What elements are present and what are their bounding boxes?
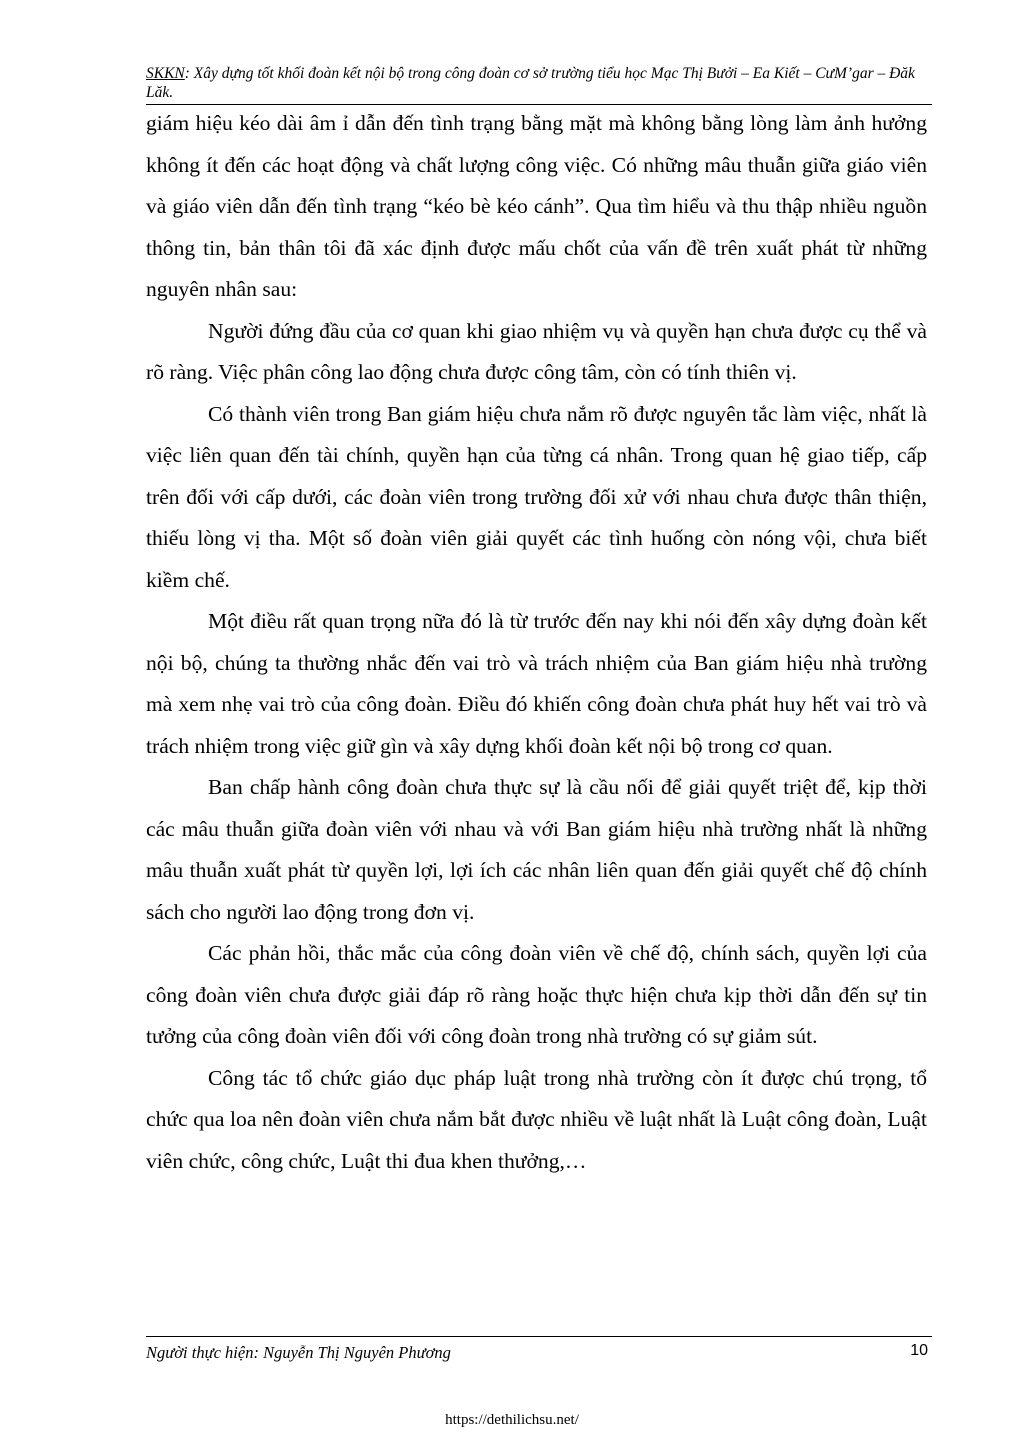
body-text	[146, 103, 927, 1182]
paragraph-7: Công tác tổ chức giáo dục pháp luật trong nhà trường còn ít được chú trọng, tổ chức qua loa nên đoàn viên chưa nắm bắt được nhiều về luật nhất là Luật công đoàn, Luật viên chức, công chức, Luật thi đua khen thưởng,…	[146, 1065, 927, 1173]
paragraph-4: Một điều rất quan trọng nữa đó là từ trước đến nay khi nói đến xây dựng đoàn kết nội bộ, chúng ta thường nhắc đến vai trò và trách nhiệm của Ban giám hiệu nhà trường mà xem nhẹ vai trò của công đoàn. Điều đó khiến công đoàn chưa phát huy hết vai trò và trách nhiệm trong việc giữ gìn và xây dựng khối đoàn kết nội bộ trong cơ quan.	[146, 609, 927, 758]
paragraph-3: Có thành viên trong Ban giám hiệu chưa nắm rõ được nguyên tắc làm việc, nhất là việc liên quan đến tài chính, quyền hạn của từng cá nhân. Trong quan hệ giao tiếp, cấp trên đối với cấp dưới, các đoàn viên trong trường đối xử với nhau chưa được thân thiện, thiếu lòng vị tha. Một số đoàn viên giải quyết các tình huống còn nóng vội, chưa biết kiềm chế.	[146, 401, 927, 592]
paragraph-2: Người đứng đầu của cơ quan khi giao nhiệm vụ và quyền hạn chưa được cụ thể và rõ ràng. Việc phân công lao động chưa được công tâm, còn có tính thiên vị.	[146, 318, 927, 384]
source-url[interactable]: https://dethilichsu.net/	[445, 1412, 579, 1428]
paragraph-1: giám hiệu kéo dài âm ỉ dẫn đến tình trạng bằng mặt mà không bằng lòng làm ảnh hưởng không ít đến các hoạt động và chất lượng công việc. Có những mâu thuẫn giữa giáo viên và giáo viên dẫn đến tình trạng “kéo bè kéo cánh”. Qua tìm hiểu và thu thập nhiều nguồn thông tin, bản thân tôi đã xác định được mấu chốt của vấn đề trên xuất phát từ những nguyên nhân sau:	[146, 111, 927, 301]
header-title: : Xây dựng tốt khối đoàn kết nội bộ trong công đoàn cơ sở trường tiểu học Mạc Thị Bưởi – Ea Kiết – CưM’gar – Đăk Lăk.	[146, 65, 915, 101]
footer-author: Người thực hiện: Nguyễn Thị Nguyên Phương	[146, 1343, 451, 1362]
running-header	[146, 64, 930, 102]
footer-divider	[146, 1336, 932, 1337]
paragraph-5: Ban chấp hành công đoàn chưa thực sự là cầu nối để giải quyết triệt để, kịp thời các mâu thuẫn giữa đoàn viên với nhau và với Ban giám hiệu nhà trường nhất là những mâu thuẫn xuất phát từ quyền lợi, lợi ích các nhân liên quan đến giải quyết chế độ chính sách cho người lao động trong đơn vị.	[146, 775, 927, 924]
header-abbreviation: SKKN	[146, 65, 185, 82]
page-number: 10	[910, 1342, 928, 1359]
paragraph-6: Các phản hồi, thắc mắc của công đoàn viên về chế độ, chính sách, quyền lợi của công đoàn viên chưa được giải đáp rõ ràng hoặc thực hiện chưa kịp thời dẫn đến sự tin tưởng của công đoàn viên đối với công đoàn trong nhà trường có sự giảm sút.	[146, 941, 927, 1048]
